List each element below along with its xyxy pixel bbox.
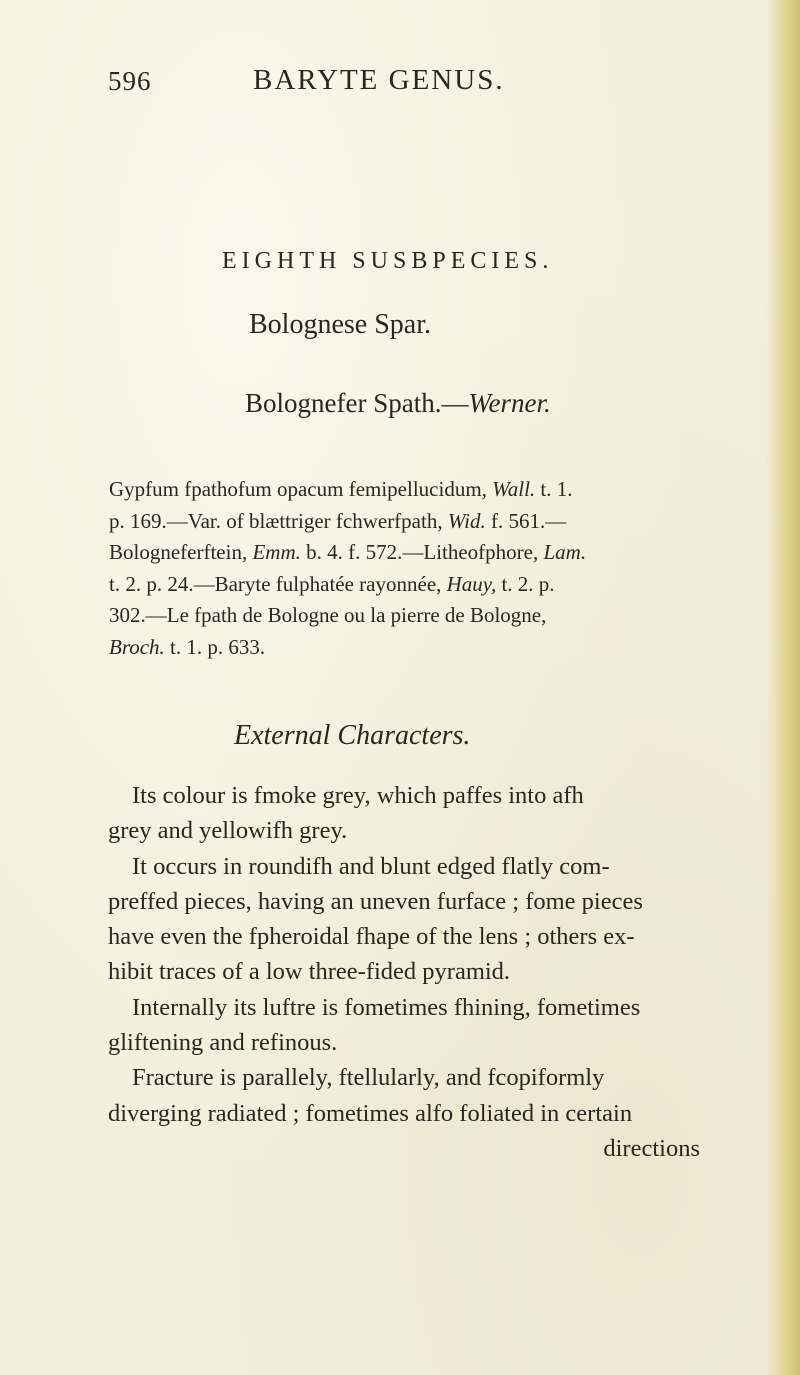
reference-line: [109, 474, 709, 506]
reference-citation: Broch.: [109, 634, 165, 659]
reference-text: Gypfum fpathofum opacum femipellucidum,: [109, 477, 493, 501]
synonym-dash: —: [441, 388, 469, 418]
body-line: diverging radiated ; fometimes alfo foliated in certain: [108, 1099, 633, 1127]
synonym-text: Bolognefer Spath.: [245, 388, 442, 418]
body-line: Internally its luftre is fometimes fhining, fometimes: [132, 993, 641, 1021]
reference-text: t. 2. p.: [496, 571, 555, 596]
synonym-author: Werner.: [468, 388, 551, 418]
reference-line: [109, 506, 709, 538]
running-title: BARYTE GENUS.: [253, 64, 505, 96]
section-heading: External Characters.: [234, 720, 471, 751]
body-text: [108, 778, 708, 1166]
body-line: hibit traces of a low three-fided pyramid.: [108, 958, 511, 986]
reference-citation: Wid.: [447, 508, 486, 533]
reference-text: t. 1. p. 633.: [164, 634, 266, 659]
body-line: gliftening and refinous.: [108, 1029, 338, 1057]
body-line: grey and yellowifh grey.: [108, 817, 348, 845]
reference-text: t. 1.: [535, 477, 573, 501]
reference-text: f. 561.—: [485, 508, 567, 533]
reference-line: [109, 632, 709, 664]
reference-line: [109, 537, 709, 569]
page-number: 596: [108, 66, 152, 96]
body-line: Its colour is fmoke grey, which paffes into afh: [132, 782, 584, 809]
body-line: Fracture is parallely, ftellularly, and fcopiformly: [132, 1064, 605, 1092]
reference-citation: Wall.: [492, 477, 536, 501]
reference-text: t. 2. p. 24.—Baryte fulphatée rayonnée,: [109, 571, 447, 596]
running-head: [108, 66, 708, 106]
body-line: have even the fpheroidal fhape of the lens ; others ex-: [108, 923, 635, 951]
synonym-line: [245, 388, 551, 419]
reference-citation: Emm.: [252, 540, 301, 564]
reference-text: Bologneferftein,: [109, 540, 253, 564]
body-line: preffed pieces, having an uneven furface ; fome pieces: [108, 887, 643, 915]
references-block: [109, 474, 709, 663]
reference-line: [109, 600, 709, 632]
page-edge-stain: [766, 0, 800, 1375]
subspecies-heading: EIGHTH SUSBPECIES.: [222, 248, 554, 274]
body-line: It occurs in roundifh and blunt edged flatly com-: [132, 852, 610, 880]
reference-text: 302.—Le fpath de Bologne ou la pierre de Bologne,: [109, 603, 547, 627]
species-name: Bolognese Spar.: [249, 309, 431, 340]
reference-text: b. 4. f. 572.—Litheofphore,: [300, 540, 544, 564]
reference-citation: Lam.: [543, 540, 587, 564]
reference-line: [109, 569, 709, 601]
catchword: directions: [603, 1134, 700, 1162]
reference-text: p. 169.—Var. of blættriger fchwerfpath,: [109, 508, 448, 533]
reference-citation: Hauy,: [446, 571, 497, 596]
